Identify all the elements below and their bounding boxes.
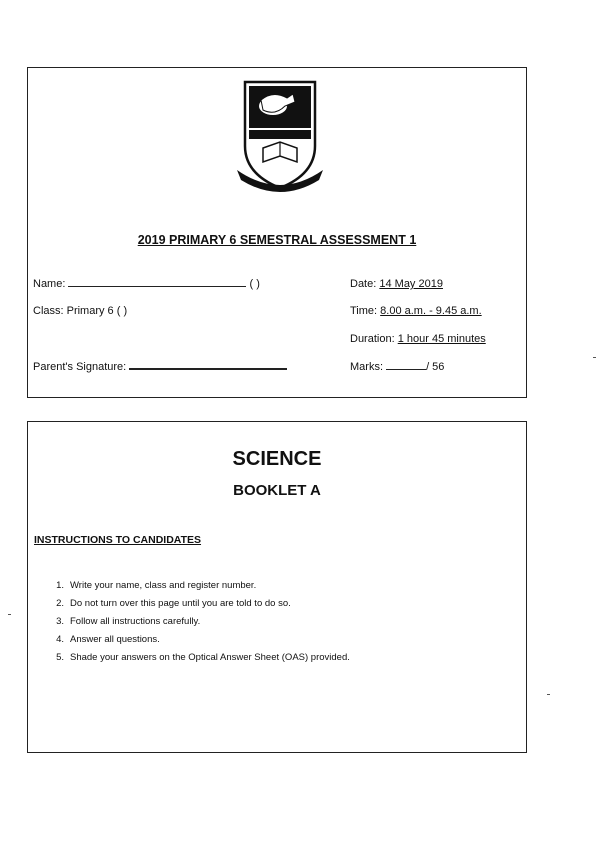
instruction-item: 2. Do not turn over this page until you are told to do so. bbox=[56, 598, 291, 609]
name-field bbox=[33, 278, 260, 290]
marks-field bbox=[350, 361, 444, 373]
instructions-heading: INSTRUCTIONS TO CANDIDATES bbox=[34, 534, 202, 546]
booklet-box bbox=[27, 421, 527, 753]
parent-signature-field bbox=[33, 361, 287, 373]
scan-speck bbox=[547, 694, 550, 695]
booklet-title: BOOKLET A bbox=[233, 482, 321, 499]
register-number-paren: ( ) bbox=[249, 278, 260, 290]
time-label: Time: bbox=[350, 305, 378, 317]
instruction-item: 5. Shade your answers on the Optical Answer Sheet (OAS) provided. bbox=[56, 652, 350, 663]
time-value: 8.00 a.m. - 9.45 a.m. bbox=[380, 305, 482, 317]
instructions-list bbox=[50, 577, 350, 667]
date-value: 14 May 2019 bbox=[379, 278, 443, 290]
marks-blank bbox=[386, 369, 426, 370]
duration-field bbox=[350, 333, 486, 345]
assessment-title: 2019 PRIMARY 6 SEMESTRAL ASSESSMENT 1 bbox=[137, 233, 417, 247]
date-label: Date: bbox=[350, 278, 377, 290]
cover-header-box bbox=[27, 67, 527, 398]
marks-label: Marks: bbox=[350, 361, 383, 373]
parent-signature-label: Parent's Signature: bbox=[33, 361, 127, 373]
time-field bbox=[350, 305, 482, 317]
class-field: Class: Primary 6 ( ) bbox=[33, 305, 128, 317]
date-field bbox=[350, 278, 443, 290]
duration-value: 1 hour 45 minutes bbox=[397, 333, 486, 345]
instruction-item: 4. Answer all questions. bbox=[56, 634, 160, 645]
name-blank bbox=[68, 286, 246, 287]
instruction-item: 1. Write your name, class and register number. bbox=[56, 580, 257, 591]
duration-label: Duration: bbox=[350, 333, 395, 345]
name-label: Name: bbox=[33, 278, 66, 290]
marks-total: / 56 bbox=[426, 361, 445, 373]
subject-title: SCIENCE bbox=[232, 448, 322, 470]
school-crest-logo bbox=[235, 76, 325, 196]
instruction-item: 3. Follow all instructions carefully. bbox=[56, 616, 201, 627]
scan-speck bbox=[593, 357, 596, 358]
signature-blank bbox=[129, 368, 287, 370]
scan-speck bbox=[8, 614, 11, 615]
